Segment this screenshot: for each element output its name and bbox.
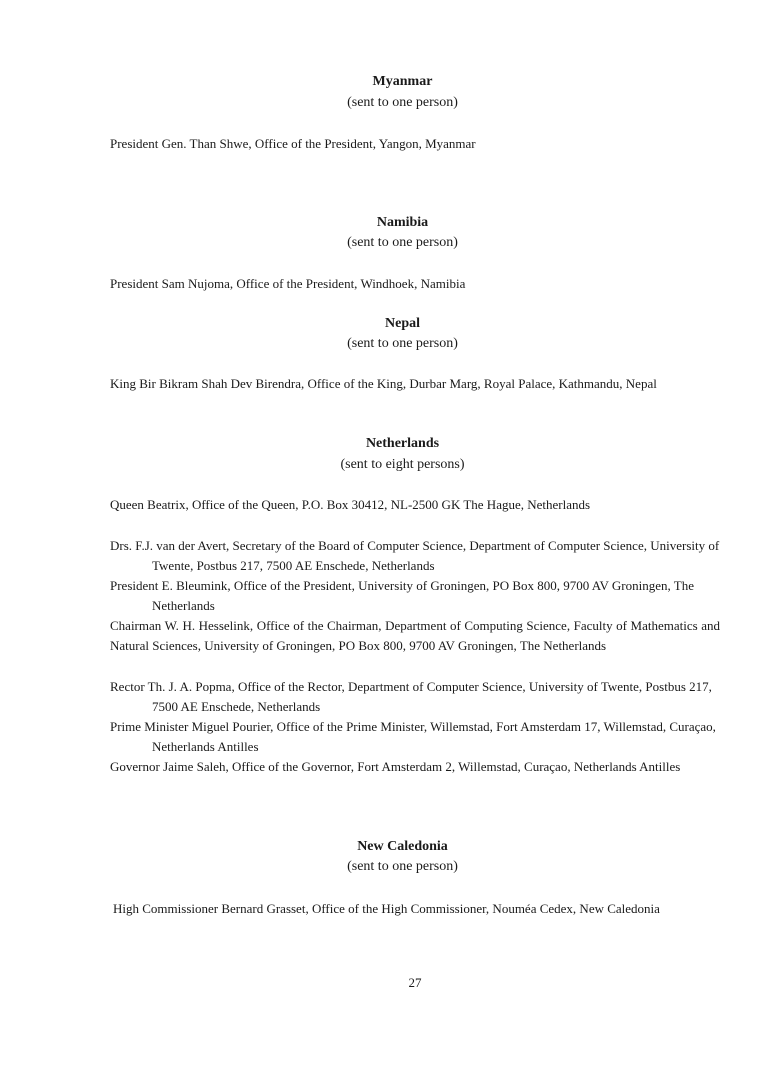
section-subtitle-namibia: (sent to one person) xyxy=(347,235,458,250)
section-subtitle-nepal: (sent to one person) xyxy=(347,336,458,351)
recipient-entry: Rector Th. J. A. Popma, Office of the Rector, Department of Computer Science, University of Twente, Postbus 217, 7500 AE Enschede, Netherlands xyxy=(110,679,712,714)
recipient-entry: Governor Jaime Saleh, Office of the Governor, Fort Amsterdam 2, Willemstad, Curaçao, Netherlands Antilles xyxy=(110,759,681,774)
recipient-entry: President Sam Nujoma, Office of the President, Windhoek, Namibia xyxy=(110,276,466,291)
recipient-entry xyxy=(110,616,720,656)
section-subtitle-netherlands: (sent to eight persons) xyxy=(340,457,465,472)
section-subtitle-new-caledonia: (sent to one person) xyxy=(347,859,458,874)
section-title-nepal: Nepal xyxy=(385,316,420,331)
recipient-entry: Drs. F.J. van der Avert, Secretary of the Board of Computer Science, Department of Computer Science, University of Twente, Postbus 217, 7500 AE Enschede, Netherlands xyxy=(110,538,720,573)
recipient-entry: Prime Minister Miguel Pourier, Office of the Prime Minister, Willemstad, Fort Amsterdam 17, Willemstad, Curaçao, Netherlands Antilles xyxy=(110,719,716,754)
section-title-myanmar: Myanmar xyxy=(372,74,433,89)
page-number: 27 xyxy=(408,975,422,990)
recipient-entry: High Commissioner Bernard Grasset, Office of the High Commissioner, Nouméa Cedex, New Caledonia xyxy=(113,901,660,916)
recipient-entry-text: Chairman W. H. Hesselink, Office of the Chairman, Department of Computing Science, Faculty of Mathematics and Natural Sciences, University of Groningen, PO Box 800, 9700 AV Groningen, The Netherlands xyxy=(110,618,720,653)
recipient-entry: President Gen. Than Shwe, Office of the President, Yangon, Myanmar xyxy=(110,136,476,151)
recipient-entry: President E. Bleumink, Office of the President, University of Groningen, PO Box 800, 9700 AV Groningen, The Netherlands xyxy=(110,578,694,613)
section-title-namibia: Namibia xyxy=(376,215,429,230)
recipient-entry: Queen Beatrix, Office of the Queen, P.O. Box 30412, NL-2500 GK The Hague, Netherlands xyxy=(110,497,591,512)
section-subtitle-myanmar: (sent to one person) xyxy=(347,95,458,110)
section-title-netherlands: Netherlands xyxy=(365,436,440,451)
recipient-entry: King Bir Bikram Shah Dev Birendra, Office of the King, Durbar Marg, Royal Palace, Kathmandu, Nepal xyxy=(110,376,657,391)
section-title-new-caledonia: New Caledonia xyxy=(357,839,448,854)
